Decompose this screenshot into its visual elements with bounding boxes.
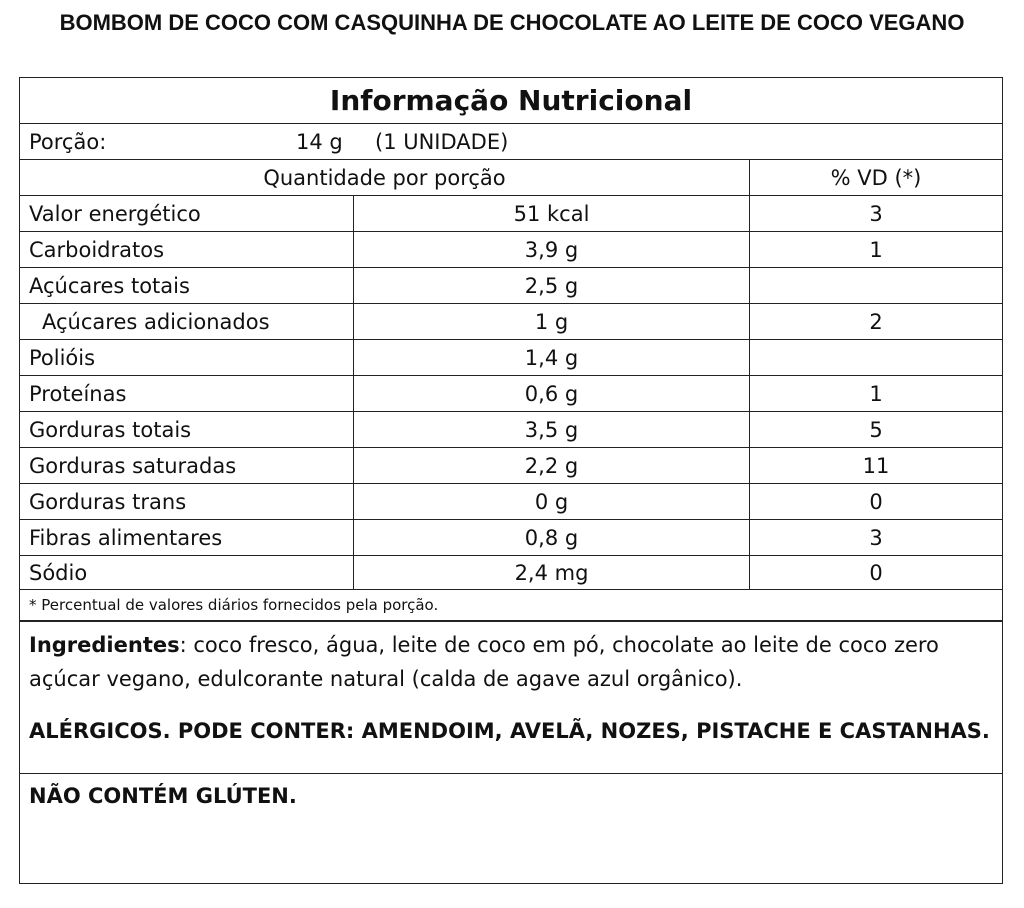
table-row: [20, 268, 1002, 304]
nutrient-amount: 3,5 g: [354, 412, 750, 447]
product-title: BOMBOM DE COCO COM CASQUINHA DE CHOCOLATE AO LEITE DE COCO VEGANO: [59, 10, 965, 35]
daily-value-header: % VD (*): [830, 165, 922, 190]
table-row: [20, 376, 1002, 412]
nutrient-name: Fibras alimentares: [20, 520, 354, 555]
portion-value: 14 g: [296, 129, 343, 154]
nutrient-name: Sódio: [20, 556, 354, 589]
table-row: [20, 556, 1002, 590]
gluten-statement: NÃO CONTÉM GLÚTEN.: [29, 784, 297, 808]
table-row: [20, 448, 1002, 484]
nutrient-daily-value: [750, 340, 1002, 375]
nutrient-name: Carboidratos: [20, 232, 354, 267]
daily-value-footnote: * Percentual de valores diários fornecidos pela porção.: [20, 590, 1002, 622]
nutrient-daily-value: 5: [869, 417, 883, 442]
nutrient-amount: 1 g: [354, 304, 750, 339]
table-row: [20, 340, 1002, 376]
column-header-row: [20, 160, 1002, 196]
nutrient-amount: 0,8 g: [354, 520, 750, 555]
nutrient-amount: 0 g: [354, 484, 750, 519]
nutrient-daily-value: 3: [869, 201, 883, 226]
nutrient-name: Valor energético: [20, 196, 354, 231]
table-row: [20, 196, 1002, 232]
nutrient-daily-value: 1: [869, 381, 883, 406]
nutrient-daily-value: 2: [869, 309, 883, 334]
nutrient-daily-value: 11: [862, 453, 890, 478]
quantity-per-portion-header: Quantidade por porção: [20, 160, 750, 195]
nutrient-name: Proteínas: [20, 376, 354, 411]
nutrient-amount: 2,4 mg: [354, 556, 750, 589]
allergens-warning: ALÉRGICOS. PODE CONTER: AMENDOIM, AVELÃ, NOZES, PISTACHE E CASTANHAS.: [29, 719, 990, 743]
table-row: [20, 484, 1002, 520]
nutrient-name: Gorduras totais: [20, 412, 354, 447]
nutrient-name: Gorduras saturadas: [20, 448, 354, 483]
table-row: [20, 304, 1002, 340]
nutrient-daily-value: 3: [869, 525, 883, 550]
nutrient-amount: 1,4 g: [354, 340, 750, 375]
nutrient-name: Açúcares totais: [20, 268, 354, 303]
portion-row: [20, 124, 1002, 160]
table-heading: Informação Nutricional: [20, 78, 1002, 124]
nutrient-daily-value: 0: [869, 560, 883, 585]
ingredients-text: : coco fresco, água, leite de coco em pó, chocolate ao leite de coco zero açúcar vegano, edulcorante natural (calda de agave azul orgânico).: [29, 633, 939, 691]
nutrient-amount: 51 kcal: [354, 196, 750, 231]
table-row: [20, 412, 1002, 448]
nutrition-facts-table: [19, 77, 1003, 884]
nutrient-name: Açúcares adicionados: [20, 304, 354, 339]
ingredients-section: [20, 622, 1002, 774]
portion-unit: (1 UNIDADE): [375, 129, 509, 154]
portion-label: Porção:: [29, 129, 107, 154]
nutrient-daily-value: 0: [869, 489, 883, 514]
nutrient-amount: 3,9 g: [354, 232, 750, 267]
ingredients-label: Ingredientes: [29, 633, 180, 657]
nutrient-amount: 2,5 g: [354, 268, 750, 303]
ingredients-paragraph: [29, 628, 993, 696]
nutrient-daily-value: [750, 268, 1002, 303]
table-row: [20, 520, 1002, 556]
nutrient-name: Polióis: [20, 340, 354, 375]
nutrient-amount: 2,2 g: [354, 448, 750, 483]
nutrient-daily-value: 1: [869, 237, 883, 262]
nutrient-name: Gorduras trans: [20, 484, 354, 519]
nutrient-amount: 0,6 g: [354, 376, 750, 411]
table-row: [20, 232, 1002, 268]
